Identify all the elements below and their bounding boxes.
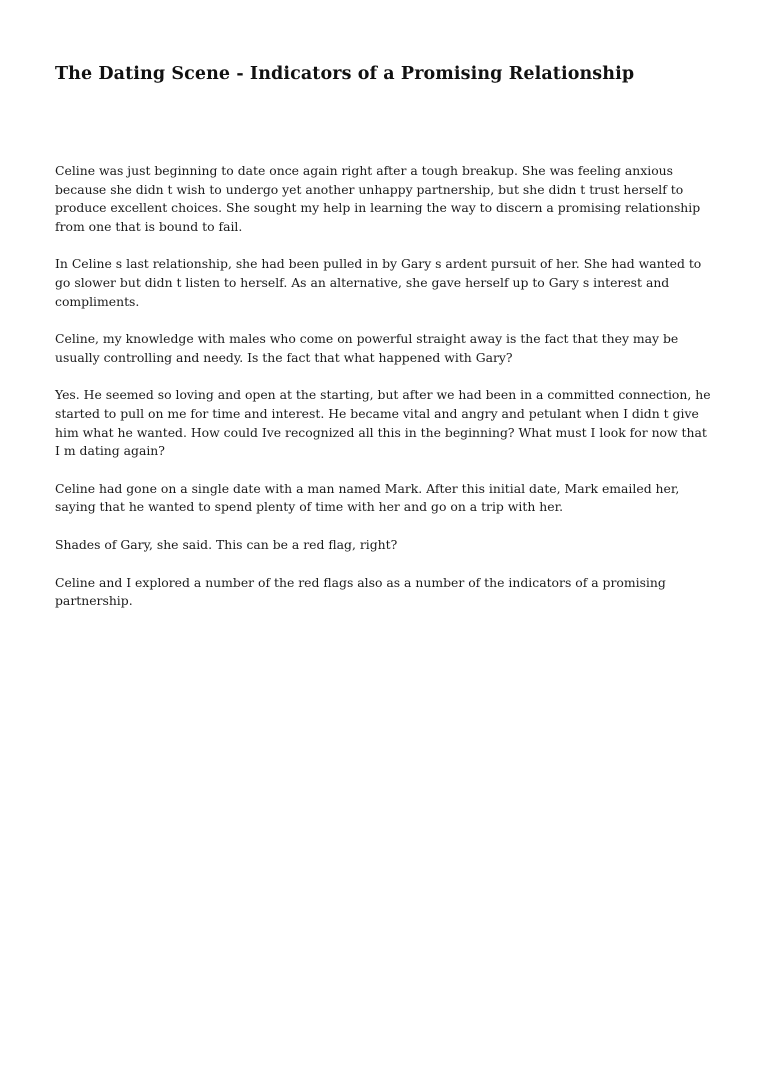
paragraph: Celine, my knowledge with males who come on powerful straight away is the fact that they may be usually controlling and needy. Is the fact that what happened with Gary? [55, 331, 679, 365]
document-title: The Dating Scene - Indicators of a Promising Relationship [55, 64, 635, 84]
paragraph: Celine was just beginning to date once again right after a tough breakup. She was feeling anxious because she didn t wish to undergo yet another unhappy partnership, but she didn t trust herself to produce excellent choices. She sought my help in learning the way to discern a promising relationship from one that is bound to fail. [55, 163, 701, 234]
paragraph: In Celine s last relationship, she had been pulled in by Gary s ardent pursuit of her. She had wanted to go slower but didn t listen to herself. As an alternative, she gave herself up to Gary s interest and compliments. [55, 256, 702, 309]
paragraph: Celine had gone on a single date with a man named Mark. After this initial date, Mark emailed her, saying that he wanted to spend plenty of time with her and go on a trip with her. [55, 480, 680, 515]
paragraph: Celine and I explored a number of the red flags also as a number of the indicators of a promising partnership. [55, 574, 666, 609]
paragraph: Shades of Gary, she said. This can be a red flag, right? [55, 536, 398, 552]
paragraph: Yes. He seemed so loving and open at the starting, but after we had been in a committed connection, he started to pull on me for time and interest. He became vital and angry and petulant when I didn t give him what he wanted. How could Ive recognized all this in the beginning? What must I look for now that I m dating again? [55, 387, 711, 459]
document-body [55, 162, 715, 630]
